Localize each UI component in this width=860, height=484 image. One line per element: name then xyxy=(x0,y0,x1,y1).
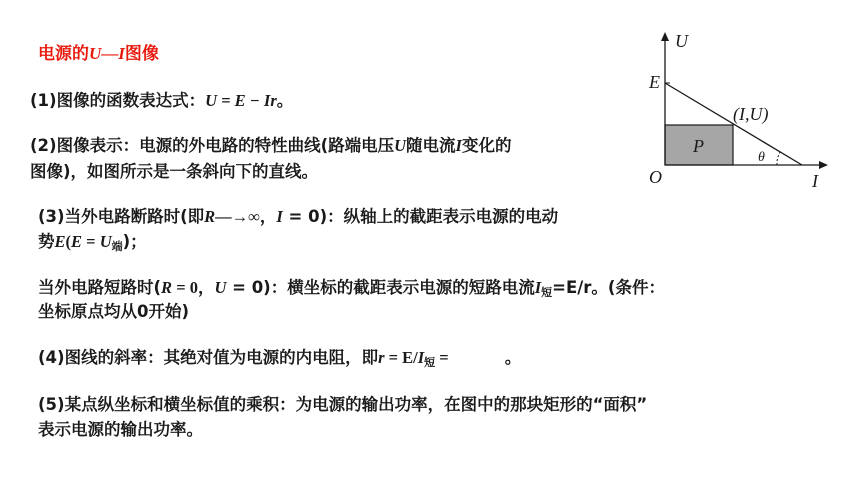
short-circuit-line-2: 坐标原点均从0开始) xyxy=(38,302,190,321)
point-1-end: 。 xyxy=(276,91,294,110)
title-u: U xyxy=(89,44,102,63)
point-1-text: (1)图像的函数表达式： xyxy=(30,91,206,110)
point-4 xyxy=(38,346,521,375)
point-3-text-b: —→∞， xyxy=(215,207,277,226)
point-4-sub: 短 xyxy=(424,356,436,369)
point-3-paren: ( xyxy=(65,232,72,251)
short-text-c: = 0)：横坐标的截距表示电源的短路电流 xyxy=(226,278,535,297)
point-4-text: (4)图线的斜率：其绝对值为电源的内电阻，即 xyxy=(38,348,379,367)
point-2-text-a: (2)图像表示：电源的外电路的特性曲线(路端电压 xyxy=(30,136,395,155)
e-label: E xyxy=(649,72,660,92)
point-1-equation: U = E − Ir xyxy=(205,91,277,110)
short-text-a: 当外电路短路时( xyxy=(38,278,162,297)
point-4-eq: = E/ xyxy=(384,348,418,367)
title-i: I xyxy=(118,44,125,63)
point-2-text-b: 随电流 xyxy=(406,136,456,155)
point-4-equals: = xyxy=(435,348,449,367)
section-title xyxy=(38,42,159,66)
point-3-e2: E xyxy=(71,232,83,251)
short-r: R xyxy=(161,278,173,297)
point-3-i: I xyxy=(276,207,283,226)
short-text-b: = 0， xyxy=(172,278,215,297)
theta-label: θ xyxy=(758,150,765,165)
title-dash: — xyxy=(101,44,119,63)
point-4-i: I xyxy=(417,348,425,367)
point-3-text-c: = 0)：纵轴上的截距表示电源的电动 xyxy=(282,207,559,226)
title-text-b: 图像 xyxy=(124,44,159,64)
short-i: I xyxy=(534,278,542,297)
point-3-u: U xyxy=(99,232,112,251)
x-axis-arrow xyxy=(819,161,828,169)
point-3-line-1 xyxy=(38,205,558,229)
ui-graph xyxy=(640,25,840,195)
point-5-line-2: 表示电源的输出功率。 xyxy=(38,420,203,439)
point-3-line-2 xyxy=(38,230,147,259)
title-text-a: 电源的 xyxy=(38,44,89,64)
point-4-r: r xyxy=(378,348,385,367)
short-sub: 短 xyxy=(541,286,553,299)
point-2-text-c: 变化的 xyxy=(461,136,512,155)
point-1 xyxy=(30,89,293,113)
point-3-sub: 端 xyxy=(111,240,123,253)
point-3-e: E xyxy=(54,232,66,251)
origin-label: O xyxy=(649,167,662,187)
point-2-i: I xyxy=(455,136,462,155)
short-text-d: =E/r。(条件： xyxy=(552,278,665,297)
point-2-line-1 xyxy=(30,134,511,158)
y-axis-arrow xyxy=(661,32,669,41)
point-2-u: U xyxy=(394,136,407,155)
point-3-text-d: 势 xyxy=(38,232,55,251)
i-axis-label: I xyxy=(812,171,818,191)
point-3-r: R xyxy=(204,207,216,226)
point-3-equals: = xyxy=(82,232,100,251)
u-axis-label: U xyxy=(675,31,688,51)
point-2-line-2: 图像)，如图所示是一条斜向下的直线。 xyxy=(30,162,319,181)
short-u: U xyxy=(214,278,227,297)
point-5-line-1: (5)某点纵坐标和横坐标值的乘积：为电源的输出功率，在图中的那块矩形的“面积” xyxy=(38,395,648,414)
point-3-end: )； xyxy=(122,232,147,251)
p-label: P xyxy=(693,136,704,156)
point-3-text-a: (3)当外电路断路时(即 xyxy=(38,207,205,226)
point-4-end: 。 xyxy=(504,348,522,367)
point-label: (I,U) xyxy=(733,104,769,124)
theta-arc xyxy=(777,152,780,165)
